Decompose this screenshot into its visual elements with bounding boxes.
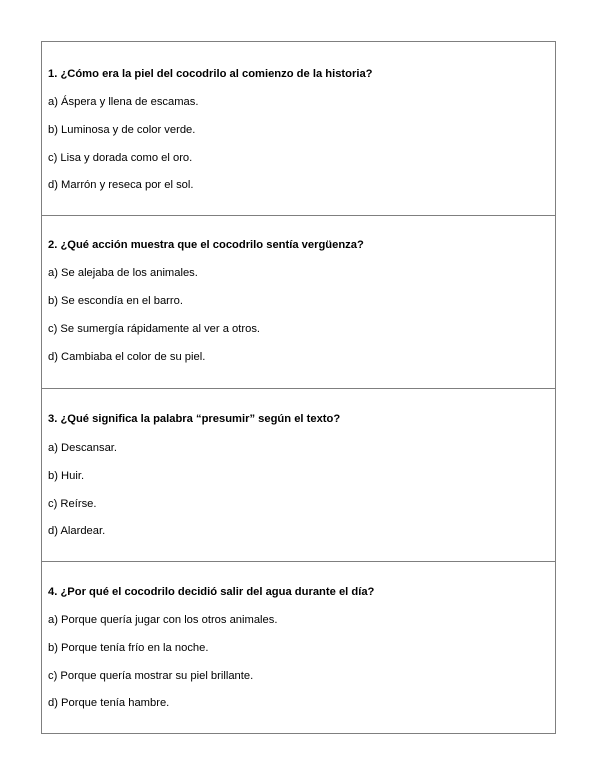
- answer-option: b) Porque tenía frío en la noche.: [48, 642, 209, 654]
- question-title: 1. ¿Cómo era la piel del cocodrilo al comienzo de la historia?: [48, 68, 373, 80]
- quiz-table: [41, 41, 556, 734]
- question-block-1: [42, 42, 555, 215]
- answer-option: a) Descansar.: [48, 442, 118, 454]
- question-block-3: [42, 388, 555, 561]
- answer-option: a) Porque quería jugar con los otros animales.: [48, 614, 278, 626]
- answer-option: b) Luminosa y de color verde.: [48, 124, 196, 136]
- answer-option: a) Áspera y llena de escamas.: [48, 96, 199, 108]
- answer-option: d) Alardear.: [48, 525, 106, 537]
- answer-option: c) Lisa y dorada como el oro.: [48, 152, 193, 164]
- answer-option: c) Porque quería mostrar su piel brillante.: [48, 670, 254, 682]
- question-title: 4. ¿Por qué el cocodrilo decidió salir del agua durante el día?: [48, 586, 375, 598]
- answer-option: d) Porque tenía hambre.: [48, 697, 170, 709]
- answer-option: b) Se escondía en el barro.: [48, 295, 183, 307]
- answer-option: c) Reírse.: [48, 498, 97, 510]
- answer-option: a) Se alejaba de los animales.: [48, 267, 198, 279]
- question-title: 3. ¿Qué significa la palabra “presumir” según el texto?: [48, 413, 341, 425]
- question-block-2: [42, 215, 555, 388]
- answer-option: c) Se sumergía rápidamente al ver a otros.: [48, 323, 261, 335]
- question-title: 2. ¿Qué acción muestra que el cocodrilo sentía vergüenza?: [48, 239, 364, 251]
- question-block-4: [42, 561, 555, 733]
- answer-option: b) Huir.: [48, 470, 85, 482]
- answer-option: d) Marrón y reseca por el sol.: [48, 179, 194, 191]
- answer-option: d) Cambiaba el color de su piel.: [48, 351, 206, 363]
